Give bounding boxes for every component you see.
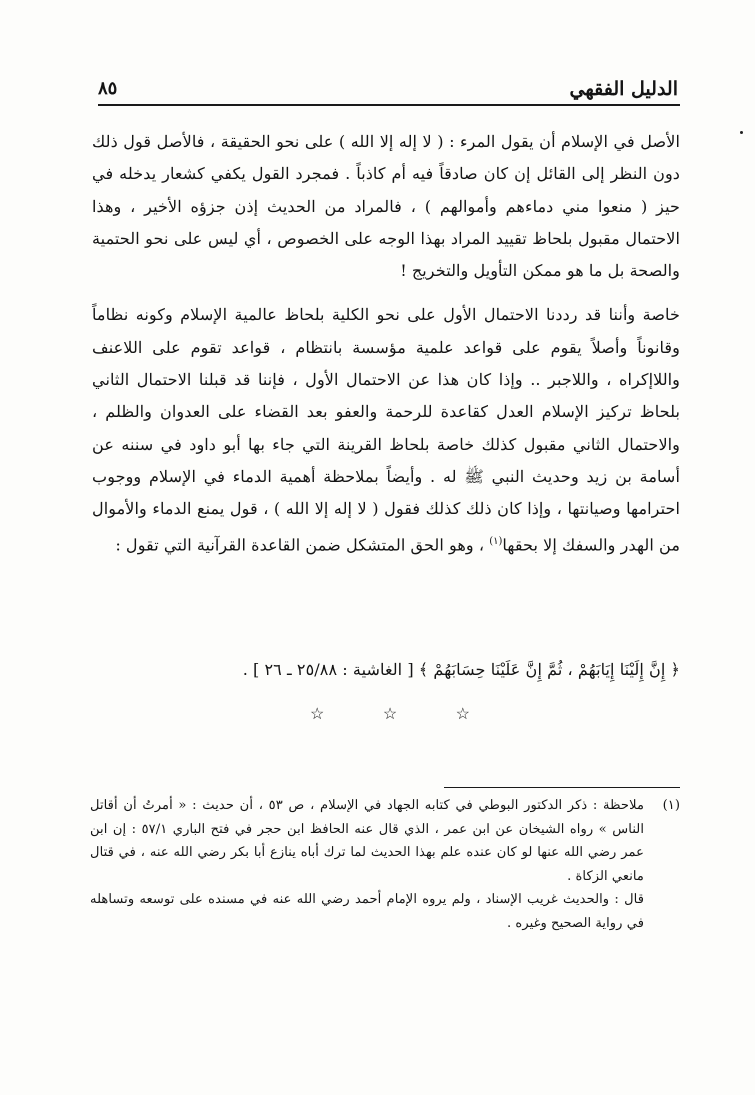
- footnote-rule: [444, 787, 680, 788]
- star-icon: ☆: [310, 704, 325, 723]
- footnote-ref[interactable]: (١): [489, 535, 503, 547]
- paragraph-2-end: ، وهو الحق المتشكل ضمن القاعدة القرآنية التي تقول :: [115, 534, 490, 554]
- footnote-1: [90, 794, 680, 888]
- star-icon: ☆: [382, 704, 398, 723]
- page-header: [98, 78, 678, 104]
- quran-quote: [80, 656, 680, 684]
- paragraph-2: [92, 299, 680, 561]
- quran-reference: [ الغاشية : ٢٥/٨٨ ـ ٢٦ ] .: [242, 660, 419, 679]
- footnote-1-text: ملاحظة : ذكر الدكتور البوطي في كتابه الجهاد في الإسلام ، ص ٥٣ ، أن حديث : « أمرتُ أن أقاتل الناس » رواه الشيخان عن ابن عمر ، الذي قال عنه الحافظ ابن حجر في فتح الباري ٥٧/١ : إن ابن عمر رضي الله عنها لو كان عنده علم بهذا الحديث لما ترك أباه ينازع أبا بكر رضي الله عنه ، في قتال مانعي الزكاة .: [90, 798, 645, 884]
- page-number: ٨٥: [98, 78, 118, 99]
- header-rule: [98, 104, 680, 106]
- star-icon: ☆: [455, 704, 470, 723]
- main-text: [92, 126, 680, 561]
- running-title: الدليل الفقهي: [569, 78, 678, 100]
- margin-mark: [740, 131, 743, 134]
- section-ornament: [310, 704, 470, 723]
- footnote-1-continuation: قال : والحديث غريب الإسناد ، ولم يروه الإمام أحمد رضي الله عنه في مسنده على توسعه وتساهله في رواية الصحيح وغيره .: [90, 892, 644, 931]
- quran-verse: ﴿ إِنَّ إِلَيْنَا إِيَابَهُمْ ، ثُمَّ إِنَّ عَلَيْنَا حِسَابَهُمْ ﴾: [418, 660, 680, 679]
- paragraph-1: الأصل في الإسلام أن يقول المرء : ( لا إله إلا الله ) على نحو الحقيقة ، فالأصل قول ذلك دون النظر إلى القائل إن كان صادقاً فيه أم كاذباً . فمجرد القول يكفي كشعار يدخله في حيز ( منعوا مني دماءهم وأموالهم ) ، فالمراد من الحديث إذن جزؤه الأخير ، وهذا الاحتمال مقبول بلحاظ تقييد المراد بهذا الوجه على الخصوص ، أي ليس على نحو الحتمية والصحة بل ما هو ممكن التأويل والتخريج !: [92, 132, 680, 281]
- footnote-marker: (١): [662, 798, 680, 813]
- paragraph-2-text: خاصة وأننا قد رددنا الاحتمال الأول على نحو الكلية بلحاظ عالمية الإسلام وكونه نظاماً وقانوناً وأصلاً يقوم على قواعد علمية مؤسسة بانتظام ، قواعد تقوم على اللاعنف واللاإكراه ، واللاجبر .. وإذا كان هذا عن الاحتمال الأول ، فإننا قد قبلنا الاحتمال الثاني بلحاظ تركيز الإسلام العدل كقاعدة للرحمة والعفو بعد القضاء على العدوان والظلم ، والاحتمال الثاني مقبول كذلك خاصة بلحاظ القرينة التي جاء بها أبو داود في سننه عن أسامة بن زيد وحديث النبي ﷺ له . وأيضاً بملاحظة أهمية الدماء في الإسلام ووجوب احترامها وصيانتها ، وإذا كان ذلك كذلك فقول ( لا إله إلا الله ) ، قول يمنع الدماء والأموال من الهدر والسفك إلا بحقها: [92, 305, 680, 554]
- footnotes: [90, 794, 680, 936]
